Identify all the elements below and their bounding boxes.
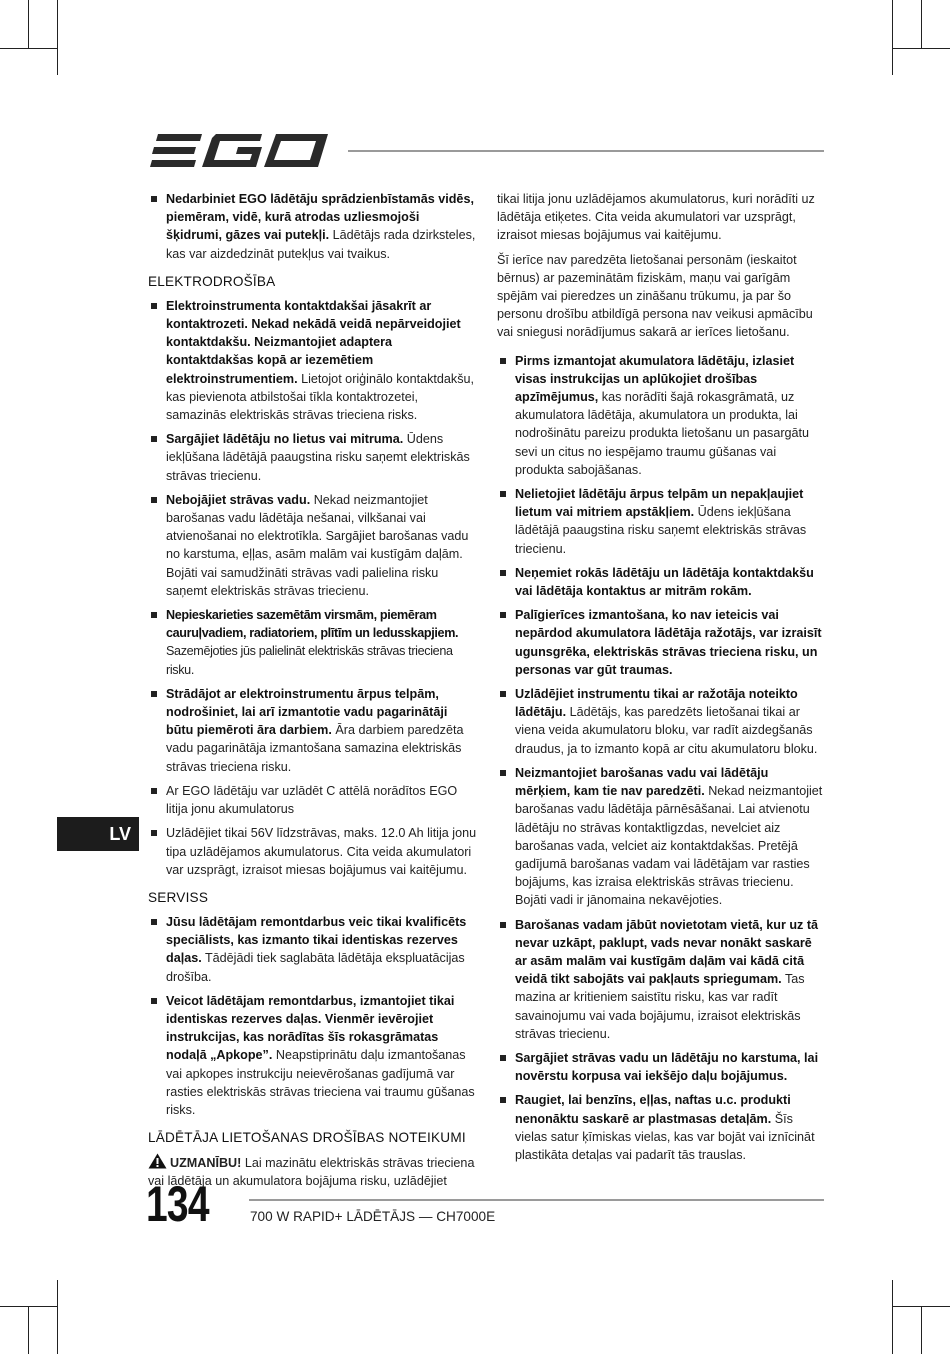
footer-title: 700 W RAPID+ LĀDĒTĀJS — CH7000E [250,1209,496,1224]
header-rule [348,150,824,152]
crop-mark [28,0,29,48]
list-item: Nelietojiet lādētāju ārpus telpām un nepakļaujiet lietum vai mitriem apstākļiem. Ūdens iekļūšana lādētājā paaugstina risku saņemt elektriskās strāvas triecienu. [497,485,827,558]
list-item: Jūsu lādētājam remontdarbus veic tikai kvalificēts speciālists, kas izmanto tikai identiskas rezerves daļas. Tādējādi tiek saglabāta lādētāja ekspluatācijas drošība. [148,913,478,986]
crop-mark [921,0,922,48]
crop-mark [892,0,893,75]
list-item: Sargājiet strāvas vadu un lādētāju no karstuma, lai novērstu korpusa vai iekšējo daļu bojājumus. [497,1049,827,1085]
crop-mark [28,1306,29,1354]
list-item: Neņemiet rokās lādētāju un lādētāja kontaktdakšu vai lādētāja kontaktus ar mitrām rokām. [497,564,827,600]
list-item: Sargājiet lādētāju no lietus vai mitruma. Ūdens iekļūšana lādētājā paaugstina risku saņemt elektriskās strāvas triecienu. [148,430,478,485]
section-heading: LĀDĒTĀJA LIETOŠANAS DROŠĪBAS NOTEIKUMI [148,1130,466,1146]
left-column [148,190,478,1197]
warning-paragraph: UZMANĪBU! Lai mazinātu elektriskās strāvas trieciena vai lādētāja un akumulatora bojājuma risku, uzlādējiet [148,1153,478,1190]
list-item: Elektroinstrumenta kontaktdakšai jāsakrīt ar kontaktrozeti. Nekad nekādā veidā nepārveidojiet kontaktdakšu. Neizmantojiet adaptera kontaktdakšas kopā ar iezemētiem elektroinstrumentiem. Lietojot oriģinālo kontaktdakšu, kas pievienota atbilstošai tīkla kontaktrozetei, samazinās elektriskās strāvas trieciena risks. [148,297,478,424]
list-item: Nepieskarieties sazemētām virsmām, piemēram cauruļvadiem, radiatoriem, plītīm un ledusskapjiem. Sazemējoties jūs palielināt elektriskās strāvas trieciena risku. [148,606,478,679]
crop-mark [921,1306,922,1354]
language-tab: LV [57,817,139,851]
page-number: 134 [146,1176,209,1232]
ego-logo [150,130,330,172]
list-item: Nedarbiniet EGO lādētāju sprādzienbīstamās vidēs, piemēram, vidē, kurā atrodas uzliesmojoši šķidrumi, gāzes vai putekļi. Lādētājs rada dzirksteles, kas var aizdedzināt putekļus vai tvaikus. [148,190,478,263]
section-heading: ELEKTRODROŠĪBA [148,273,276,289]
list-item: Uzlādējiet instrumentu tikai ar ražotāja noteikto lādētāju. Lādētājs, kas paredzēts lietošanai tikai ar viena veida akumulatoru bloku, var radīt aizdegšanās draudus, ja to izmanto kopā ar citu akumulatoru bloku. [497,685,827,758]
list-item: Veicot lādētājam remontdarbus, izmantojiet tikai identiskas rezerves daļas. Vienmēr ievērojiet instrukcijas, kas norādītas šīs rokasgrāmatas nodaļā „Apkope”. Neapstiprinātu daļu izmantošanas vai apkopes instrukciju neievērošanas gadījumā var rasties elektriskās strāvas trieciena vai traumu gūšanas risks. [148,992,478,1119]
list-item: Pirms izmantojat akumulatora lādētāju, izlasiet visas instrukcijas un aplūkojiet drošības apzīmējumus, kas norādīti šajā rokasgrāmatā, uz akumulatora lādētāja, akumulatora un produkta, lai nodrošinātu pareizu produkta lietošanu un pasargātu sevi un citus no iespējamo traumu gūšanas vai produkta sabojāšanas. [497,352,827,479]
warning-icon [148,1153,167,1169]
paragraph: tikai litija jonu uzlādējamos akumulatorus, kuri norādīti uz lādētāja etiķetes. Cita veida akumulatori var uzsprāgt, izraisot miesas bojājumus vai kaitējumu. [497,192,815,243]
crop-mark [892,1280,893,1354]
crop-mark [0,48,58,49]
section-heading: SERVISS [148,889,209,905]
list-item: Raugiet, lai benzīns, eļļas, naftas u.c. produkti nenonāktu saskarē ar plastmasas detaļām. Šīs vielas satur ķīmiskas vielas, kas var bojāt vai iznīcināt plastikāta detaļas vai padarīt tās trauslas. [497,1091,827,1164]
list-item: Strādājot ar elektroinstrumentu ārpus telpām, nodrošiniet, lai arī izmantotie vadu pagarinātāji būtu piemēroti āra darbiem. Āra darbiem paredzēta vadu pagarinātāja izmantošana samazina elektriskās strāvas trieciena risku. [148,685,478,776]
list-item: Ar EGO lādētāju var uzlādēt C attēlā norādītos EGO litija jonu akumulatorus [148,782,478,818]
crop-mark [893,48,950,49]
crop-mark [57,1280,58,1354]
crop-mark [0,1306,58,1307]
list-item: Nebojājiet strāvas vadu. Nekad neizmantojiet barošanas vadu lādētāja nešanai, vilkšanai vai atvienošanai no elektrotīkla. Sargājiet barošanas vadu no karstuma, eļļas, asām malām vai kustīgām daļām. Bojāti vai samudžināti strāvas vadi palielina risku saņemt elektriskās strāvas triecienu. [148,491,478,600]
crop-mark [57,0,58,75]
paragraph: Šī ierīce nav paredzēta lietošanai personām (ieskaitot bērnus) ar pazeminātām fiziskām, maņu vai garīgām spējām vai pieredzes un zināšanu trūkumu, ja par šo personu drošību atbildīgā persona nav veikusi apmācību vai sniegusi norādījumus sakarā ar ierīces lietošanu. [497,252,813,340]
list-item: Palīgierīces izmantošana, ko nav ieteicis vai nepārdod akumulatora lādētāja ražotājs, var izraisīt ugunsgrēka, elektriskās strāvas trieciena risku, un personas var gūt traumas. [497,606,827,679]
footer-rule [249,1199,824,1201]
list-item: Barošanas vadam jābūt novietotam vietā, kur uz tā nevar uzkāpt, paklupt, vads nevar nonākt saskarē ar asām malām vai kustīgām daļām vai kādā citā veidā tikt sabojāts vai pakļauts spriegumam. Tas mazina ar kritieniem saistītu risku, kas var radīt savainojumu vai vada bojājumu, izraisot elektriskās strāvas triecienu. [497,916,827,1043]
list-item: Uzlādējiet tikai 56V līdzstrāvas, maks. 12.0 Ah litija jonu tipa uzlādējamos akumulatorus. Cita veida akumulatori var uzsprāgt, izraisot miesas bojājumus vai kaitējumu. [148,824,478,879]
list-item: Neizmantojiet barošanas vadu vai lādētāju mērķiem, kam tie nav paredzēti. Nekad neizmantojiet barošanas vadu lādētāja pārnēsāšanai. Lai atvienotu lādētāju no strāvas kontaktligzdas, nevelciet aiz barošanas vada, velciet aiz kontaktdakšas. Pretējā gadījumā barošanas vadam vai lādētājam var rasties bojājums, kas izraisa elektriskās strāvas triecienu. Bojāti vadi ir jānomaina nekavējoties. [497,764,827,910]
right-column [497,190,827,1170]
